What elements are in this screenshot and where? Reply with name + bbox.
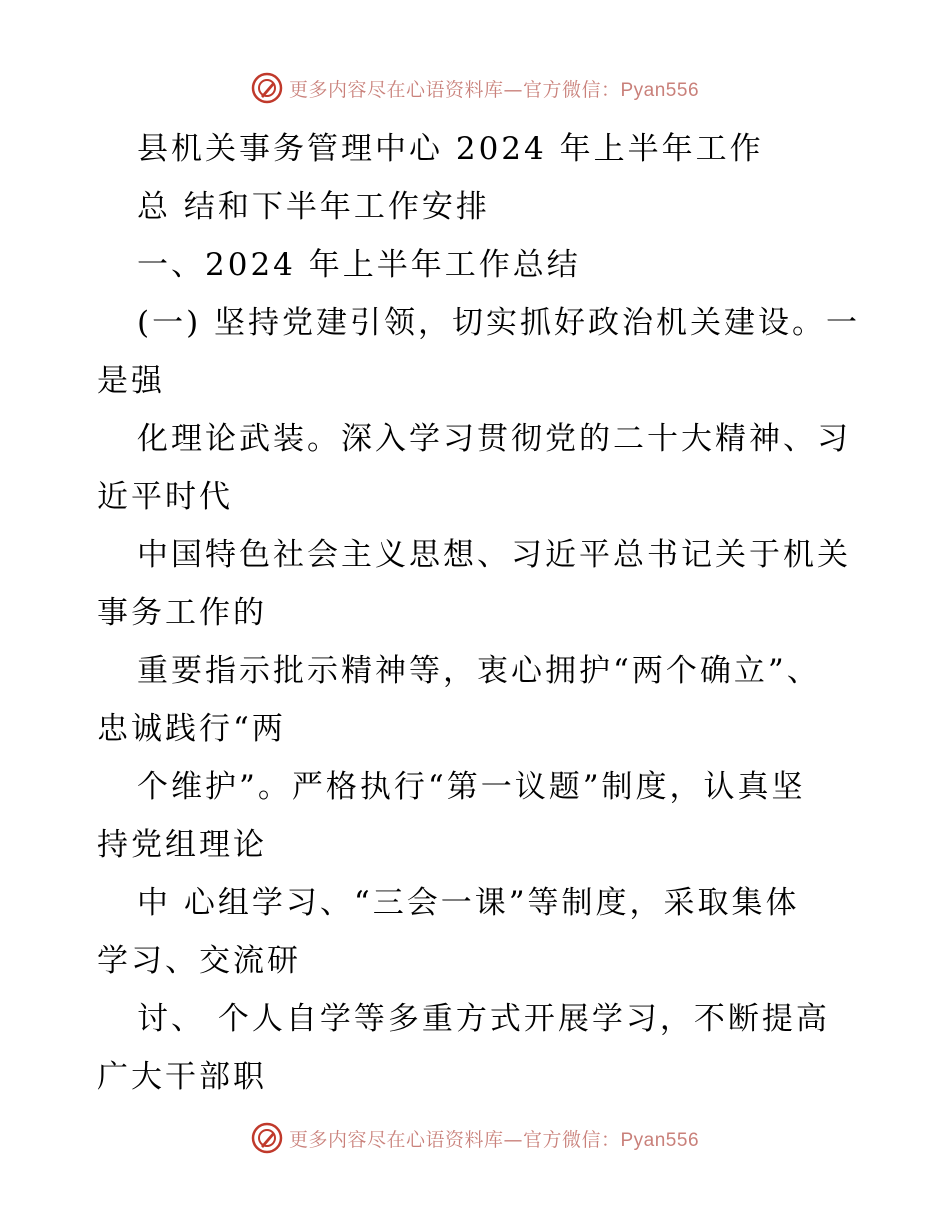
text-line: 中国特色社会主义思想、习近平总书记关于机关 xyxy=(137,537,851,573)
text-line: 学习、交流研 xyxy=(97,943,301,979)
text-line: 广大干部职 xyxy=(97,1059,267,1095)
text-line: (一) 坚持党建引领，切实抓好政治机关建设。一 xyxy=(137,305,861,341)
text-line: 持党组理论 xyxy=(97,827,267,863)
text-line: 重要指示批示精神等，衷心拥护“两个确立”、 xyxy=(137,653,821,689)
text-line: 一、2024 年上半年工作总结 xyxy=(137,247,581,283)
text-line: 总 结和下半年工作安排 xyxy=(137,189,490,225)
text-line: 讨、 个人自学等多重方式开展学习，不断提高 xyxy=(137,1001,830,1037)
text-line: 化理论武装。深入学习贯彻党的二十大精神、习 xyxy=(137,421,851,457)
header-watermark xyxy=(0,72,950,104)
text-line: 忠诚践行“两 xyxy=(97,711,286,747)
text-line: 近平时代 xyxy=(97,479,233,515)
text-line: 县机关事务管理中心 2024 年上半年工作 xyxy=(137,131,764,167)
watermark-text: 更多内容尽在心语资料库—官方微信：Pyan556 xyxy=(288,1128,700,1151)
text-line: 事务工作的 xyxy=(97,595,267,631)
text-line: 个维护”。严格执行“第一议题”制度，认真坚 xyxy=(137,769,806,805)
pen-logo-icon xyxy=(251,72,283,104)
document-body xyxy=(97,120,861,1106)
text-line: 是强 xyxy=(97,363,165,399)
watermark-text: 更多内容尽在心语资料库—官方微信：Pyan556 xyxy=(288,78,700,101)
pen-logo-icon xyxy=(251,1122,283,1154)
footer-watermark xyxy=(0,1122,950,1154)
text-line: 中 心组学习、“三会一课”等制度，采取集体 xyxy=(137,885,800,921)
